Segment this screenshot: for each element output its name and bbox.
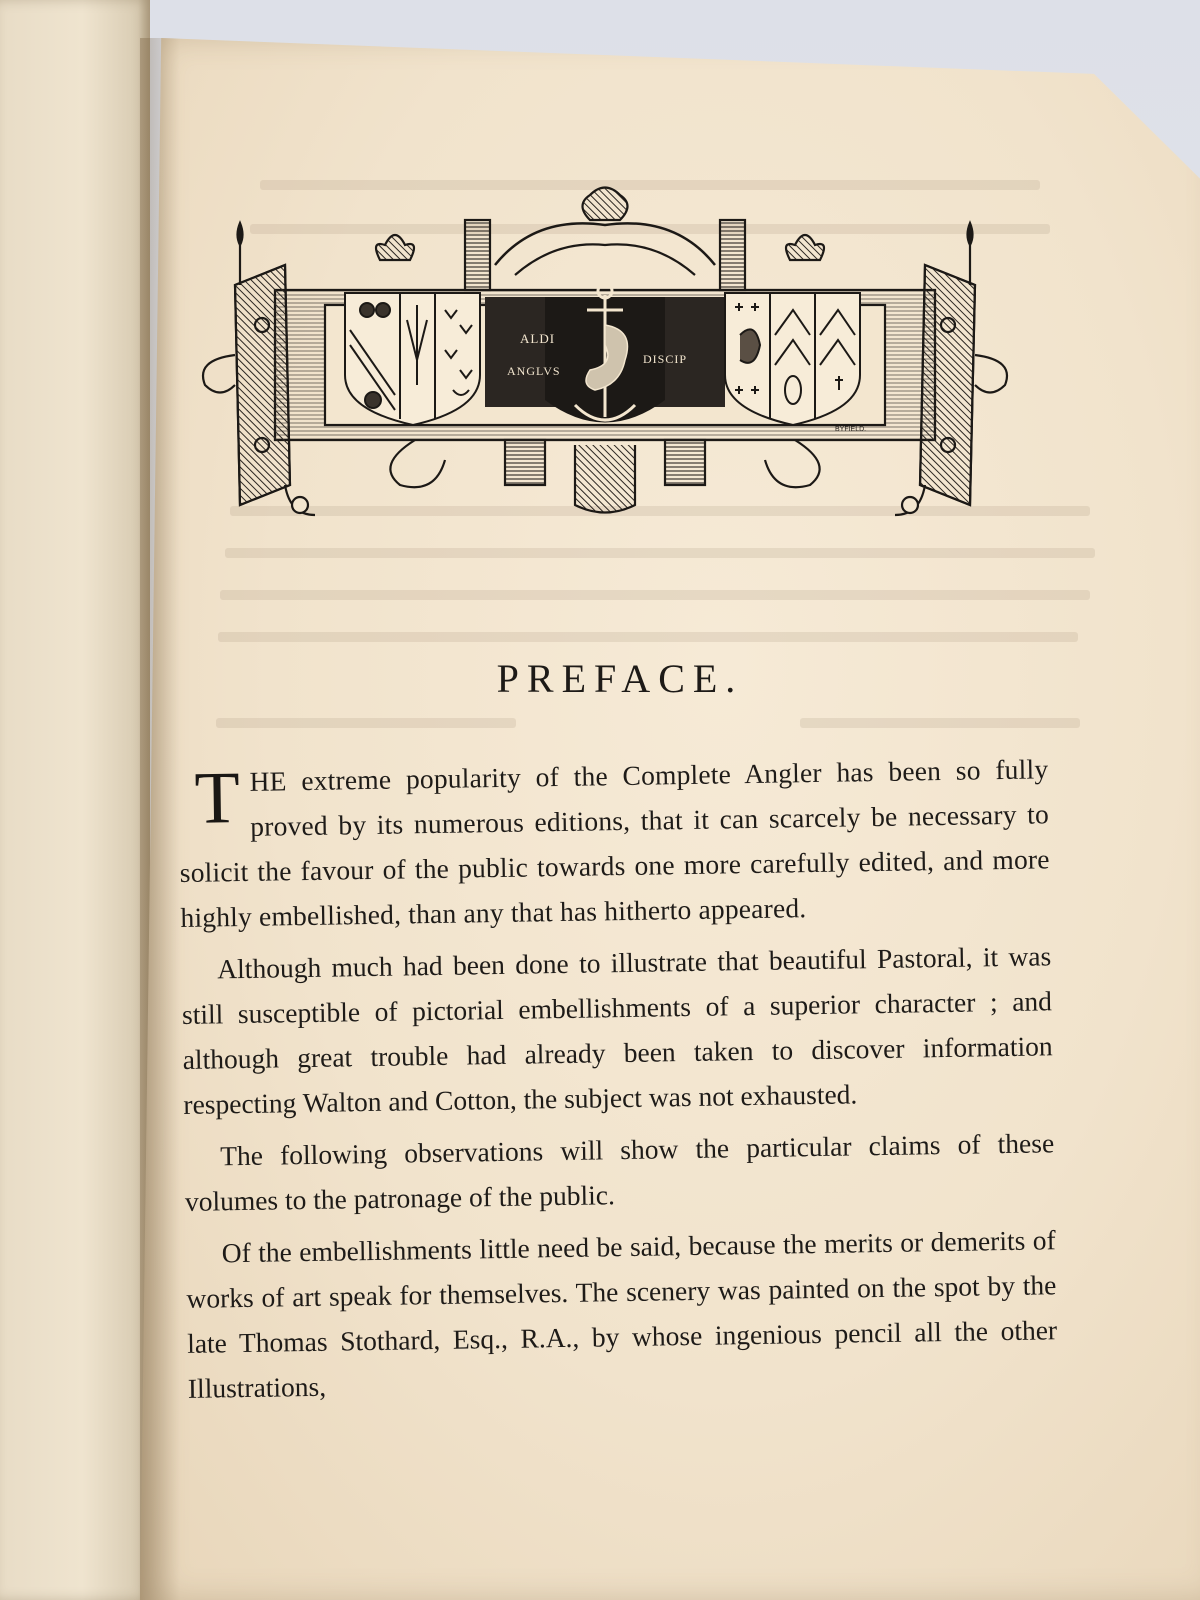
device-text-anglvs: ANGLVS xyxy=(507,364,561,378)
device-text-discip: DISCIP xyxy=(643,352,688,366)
paragraph-4: Of the embellishments little need be said, because the merits or demerits of works of art speak for themselves. The scenery was painted on the spot by the late Thomas Stothard, Esq., R.A., by whose ingenious pencil all the other Illustrations, xyxy=(186,1224,1058,1404)
engraver-signature: BYFIELD. xyxy=(835,426,867,433)
page-title: PREFACE. xyxy=(496,656,744,701)
paragraph-1 xyxy=(178,746,1051,940)
drop-cap: T xyxy=(193,757,241,840)
heraldic-headpiece xyxy=(195,185,1015,530)
paragraph-1-text: HE extreme popularity of the Complete Angler has been so fully proved by its numerous editions, that it can scarcely be necessary to solicit the favour of the public towards one more carefully edited, and more highly embellished, than any that has hitherto appeared. xyxy=(179,753,1050,933)
left-coat-of-arms xyxy=(345,293,480,425)
aldine-device xyxy=(485,284,725,423)
left-facing-page xyxy=(0,0,150,1600)
device-text-aldi: ALDI xyxy=(520,331,556,346)
preface-body xyxy=(178,746,1058,1418)
paragraph-3: The following observations will show the particular claims of these volumes to the patronage of the public. xyxy=(184,1127,1055,1217)
gutter-shadow xyxy=(140,38,180,1600)
right-coat-of-arms xyxy=(725,293,860,425)
paragraph-2: Although much had been done to illustrate that beautiful Pastoral, it was still susceptible of pictorial embellishments of a superior character ; and although great trouble had already been taken to discover information respecting Walton and Cotton, the subject was not exhausted. xyxy=(181,940,1053,1120)
